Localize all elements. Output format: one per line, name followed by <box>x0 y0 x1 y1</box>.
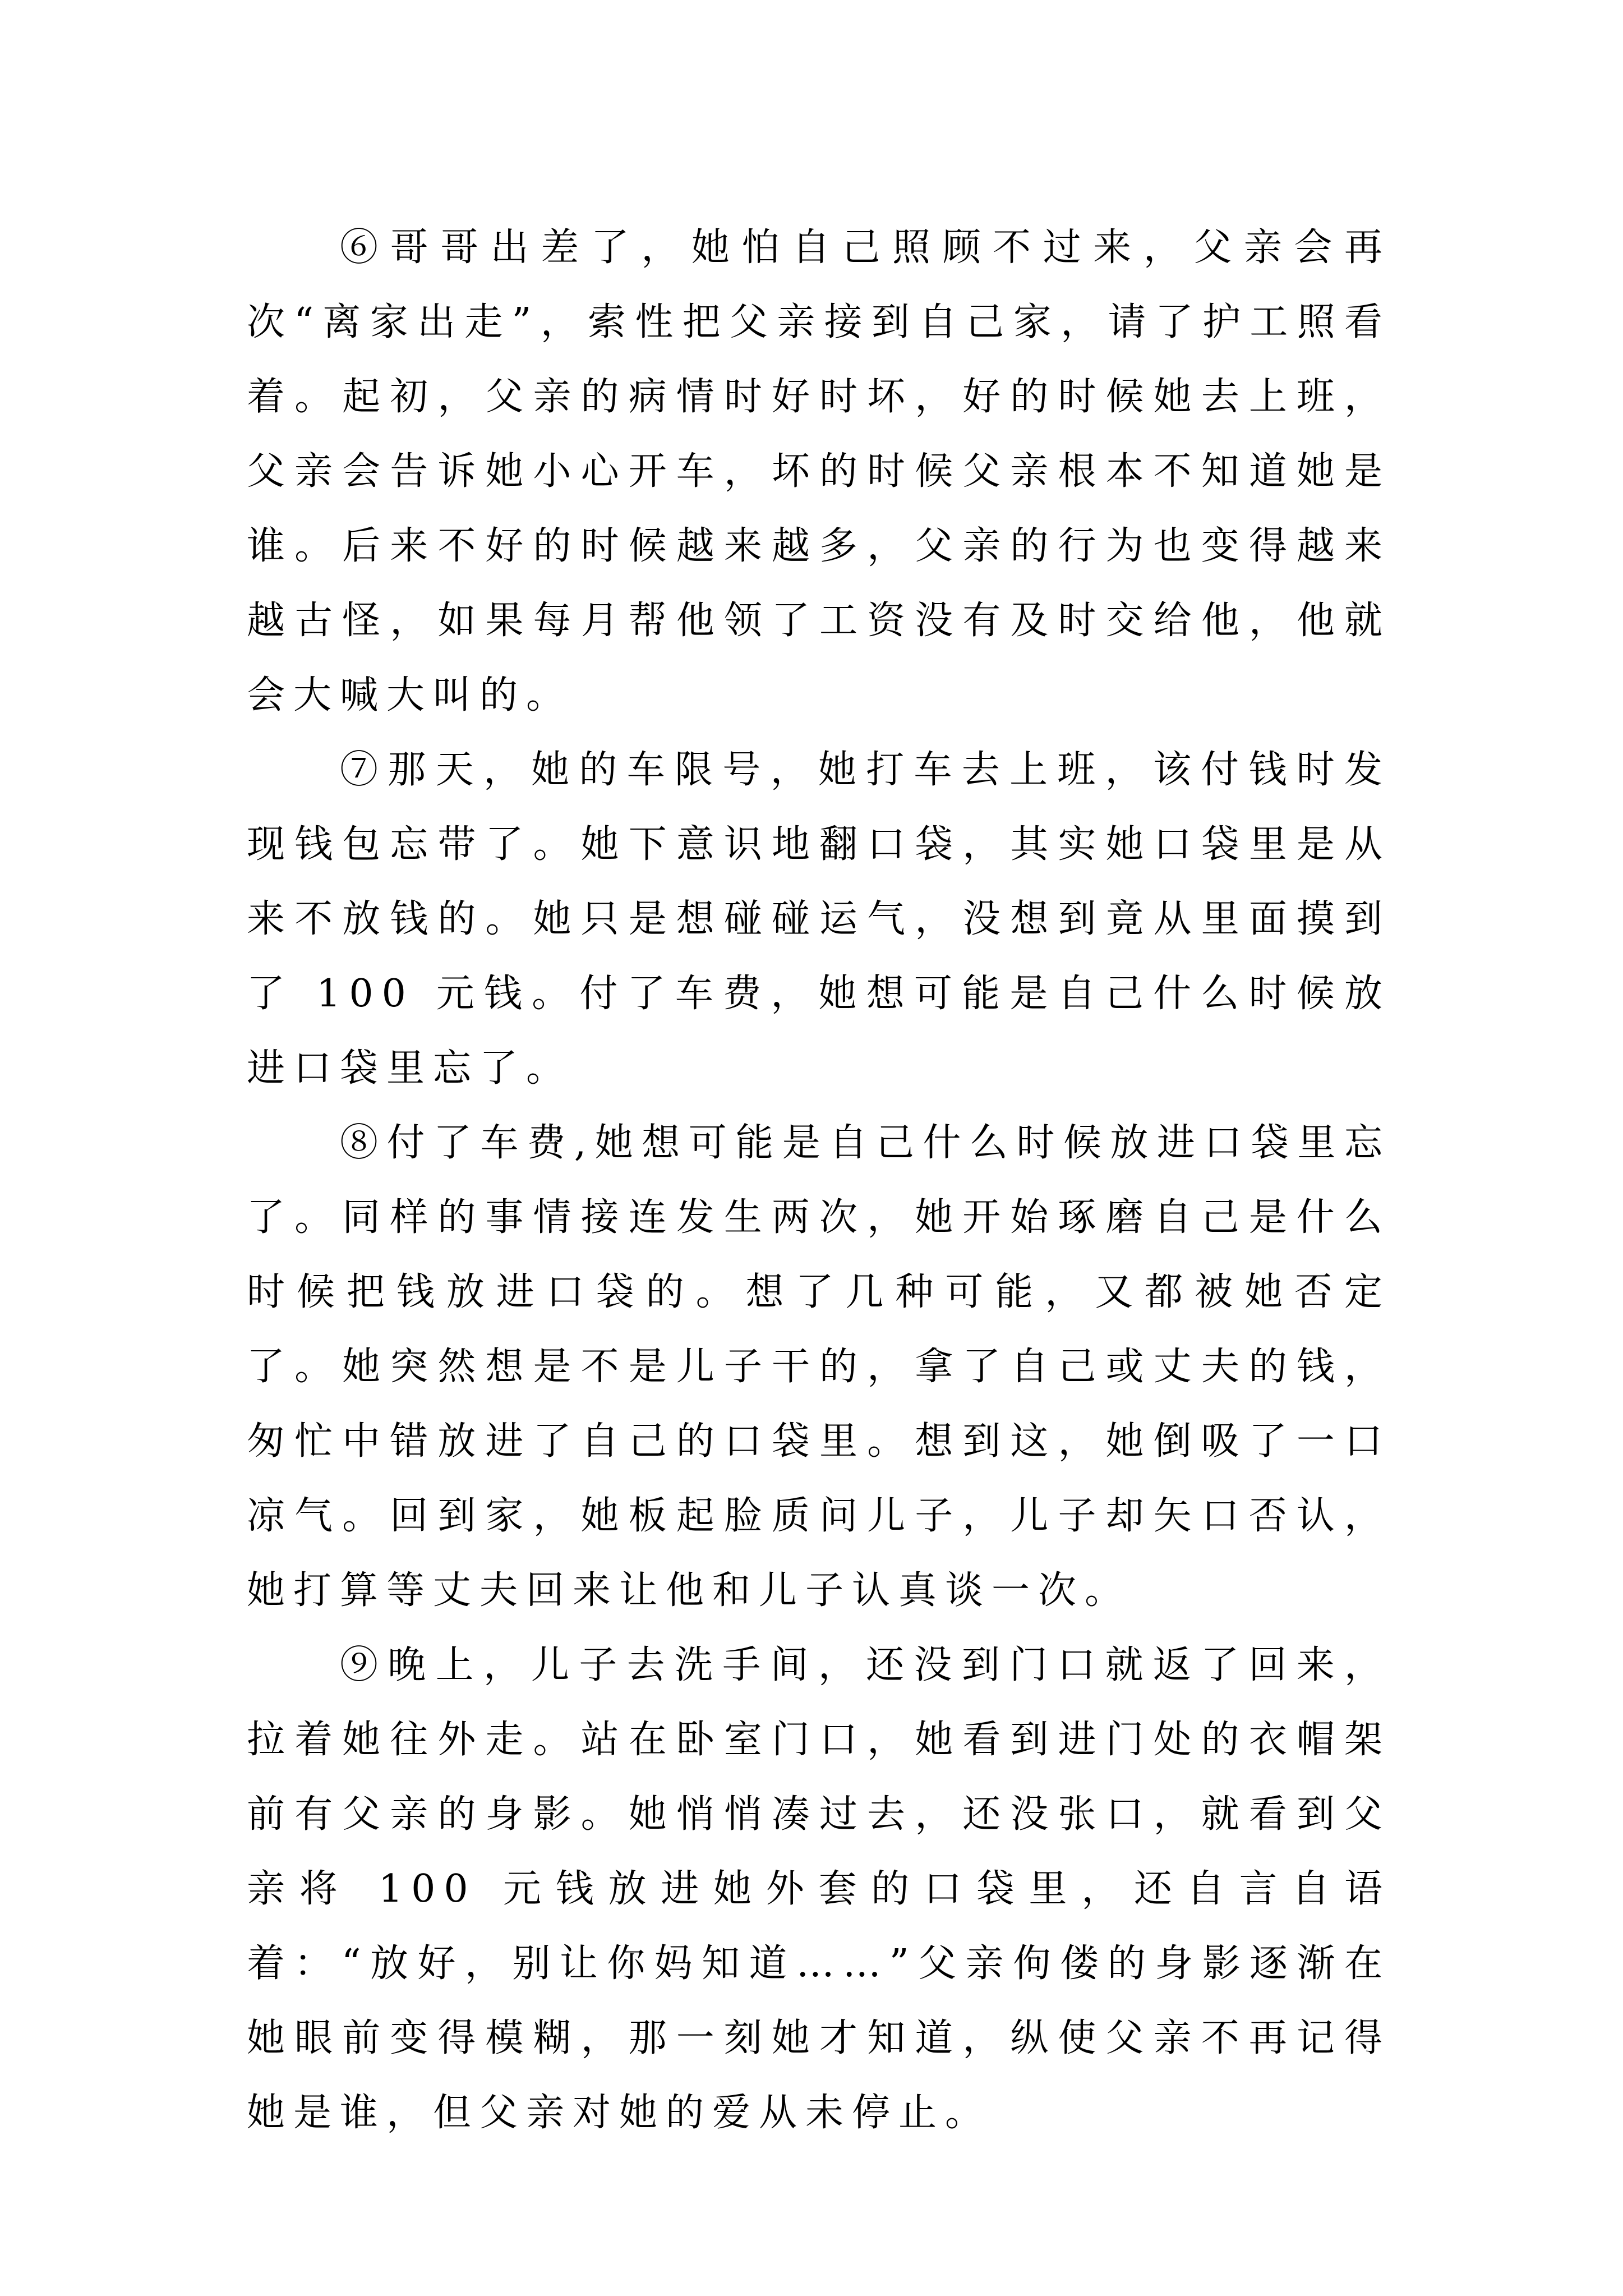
paragraph-9: ⑨晚上，儿子去洗手间，还没到门口就返了回来，拉着她往外走。站在卧室门口，她看到进门处的衣帽架前有父亲的身影。她悄悄凑过去，还没张口，就看到父亲将 100 元钱放进她外套的口袋里，还自言自语着：“放好，别让你妈知道……”父亲佝偻的身影逐渐在她眼前变得模糊，那一刻她才知道，纵使父亲不再记得她是谁，但父亲对她的爱从未停止。 <box>247 1643 1391 2135</box>
paragraph-6: ⑥哥哥出差了，她怕自己照顾不过来，父亲会再次“离家出走”，索性把父亲接到自己家，请了护工照看着。起初，父亲的病情时好时坏，好的时候她去上班，父亲会告诉她小心开车，坏的时候父亲根本不知道她是谁。后来不好的时候越来越多，父亲的行为也变得越来越古怪，如果每月帮他领了工资没有及时交给他，他就会大喊大叫的。 <box>247 226 1391 717</box>
paragraph-7: ⑦那天，她的车限号，她打车去上班，该付钱时发现钱包忘带了。她下意识地翻口袋，其实她口袋里是从来不放钱的。她只是想碰碰运气，没想到竟从里面摸到了 100 元钱。付了车费，她想可能是自己什么时候放进口袋里忘了。 <box>247 748 1391 1091</box>
text-body <box>247 210 1391 2150</box>
paragraph-8: ⑧付了车费,她想可能是自己什么时候放进口袋里忘了。同样的事情接连发生两次，她开始琢磨自己是什么时候把钱放进口袋的。想了几种可能，又都被她否定了。她突然想是不是儿子干的，拿了自己或丈夫的钱，匆忙中错放进了自己的口袋里。想到这，她倒吸了一口凉气。回到家，她板起脸质问儿子，儿子却矢口否认，她打算等丈夫回来让他和儿子认真谈一次。 <box>247 1121 1391 1613</box>
